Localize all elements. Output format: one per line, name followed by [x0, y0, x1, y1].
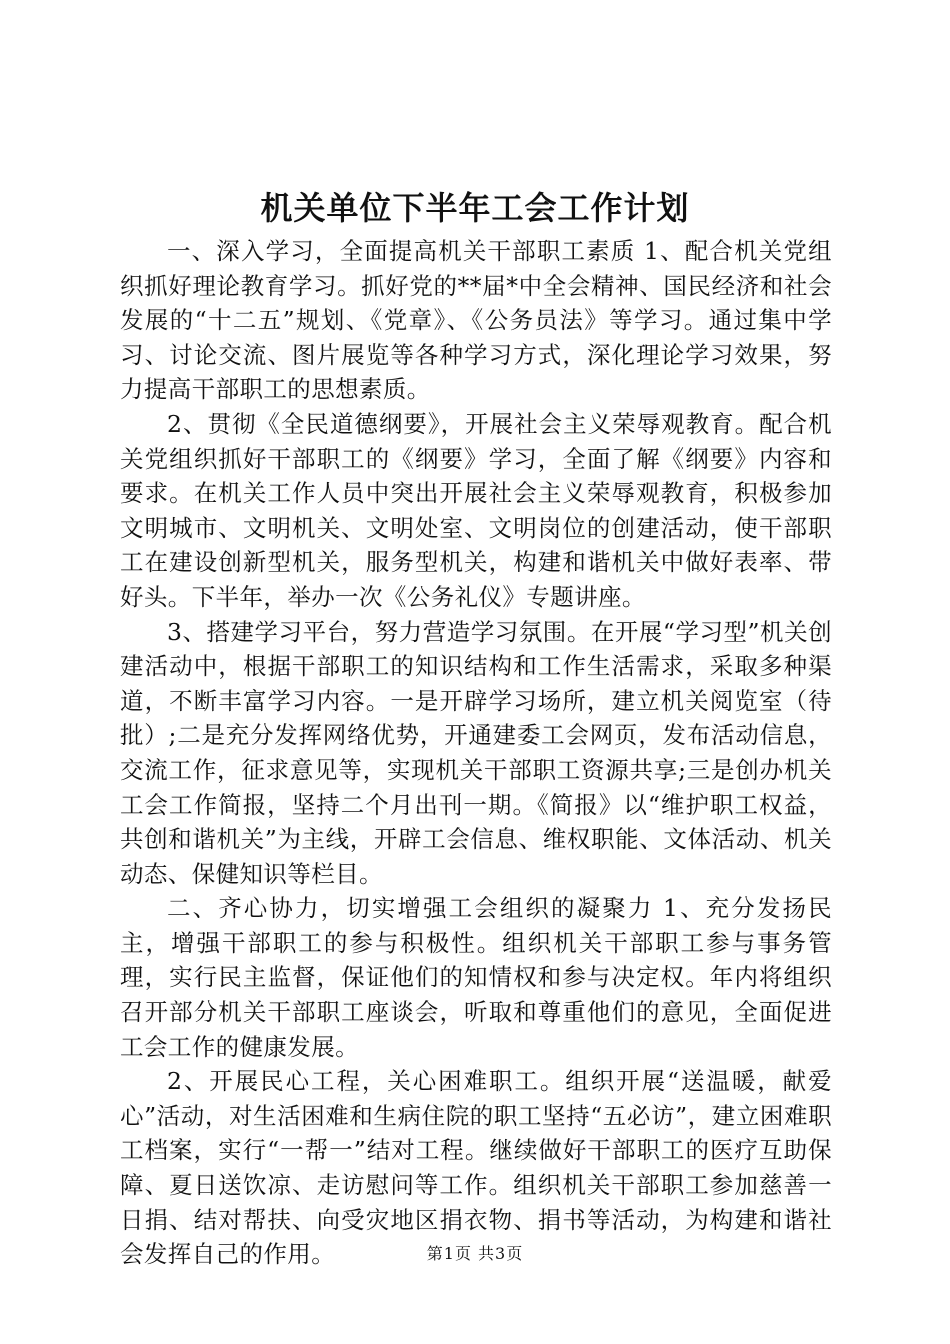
paragraph-1: 一、深入学习，全面提高机关干部职工素质 1、配合机关党组织抓好理论教育学习。抓好党的**届*中全会精神、国民经济和社会发展的“十二五”规划、《党章》、《公务员法》等学习。通过集中学习、讨论交流、图片展览等各种学习方式，深化理论学习效果，努力提高干部职工的思想素质。	[120, 237, 832, 404]
page-footer: 第1页 共3页	[426, 1244, 524, 1263]
paragraph-3: 3、搭建学习平台，努力营造学习氛围。在开展“学习型”机关创建活动中，根据干部职工的知识结构和工作生活需求，采取多种渠道，不断丰富学习内容。一是开辟学习场所，建立机关阅览室（待批）;二是充分发挥网络优势，开通建委工会网页，发布活动信息，交流工作，征求意见等，实现机关干部职工资源共享;三是创办机关工会工作简报，坚持二个月出刊一期。《简报》以“维护职工权益，共创和谐机关”为主线，开辟工会信息、维权职能、文体活动、机关动态、保健知识等栏目。	[120, 617, 832, 888]
paragraph-4: 二、齐心协力，切实增强工会组织的凝聚力 1、充分发扬民主，增强干部职工的参与积极性。组织机关干部职工参与事务管理，实行民主监督，保证他们的知情权和参与决定权。年内将组织召开部分机关干部职工座谈会，听取和尊重他们的意见，全面促进工会工作的健康发展。	[120, 894, 832, 1061]
document-title: 机关单位下半年工会工作计划	[260, 189, 690, 227]
document-body	[120, 234, 832, 1272]
paragraph-5: 2、开展民心工程，关心困难职工。组织开展“送温暖，献爱心”活动，对生活困难和生病住院的职工坚持“五必访”，建立困难职工档案，实行“一帮一”结对工程。继续做好干部职工的医疗互助保障、夏日送饮凉、走访慰问等工作。组织机关干部职工参加慈善一日捐、结对帮扶、向受灾地区捐衣物、捐书等活动，为构建和谐社会发挥自己的作用。	[120, 1067, 832, 1269]
paragraph-2: 2、贯彻《全民道德纲要》，开展社会主义荣辱观教育。配合机关党组织抓好干部职工的《纲要》学习，全面了解《纲要》内容和要求。在机关工作人员中突出开展社会主义荣辱观教育，积极参加文明城市、文明机关、文明处室、文明岗位的创建活动，使干部职工在建设创新型机关，服务型机关，构建和谐机关中做好表率、带好头。下半年，举办一次《公务礼仪》专题讲座。	[120, 409, 832, 611]
